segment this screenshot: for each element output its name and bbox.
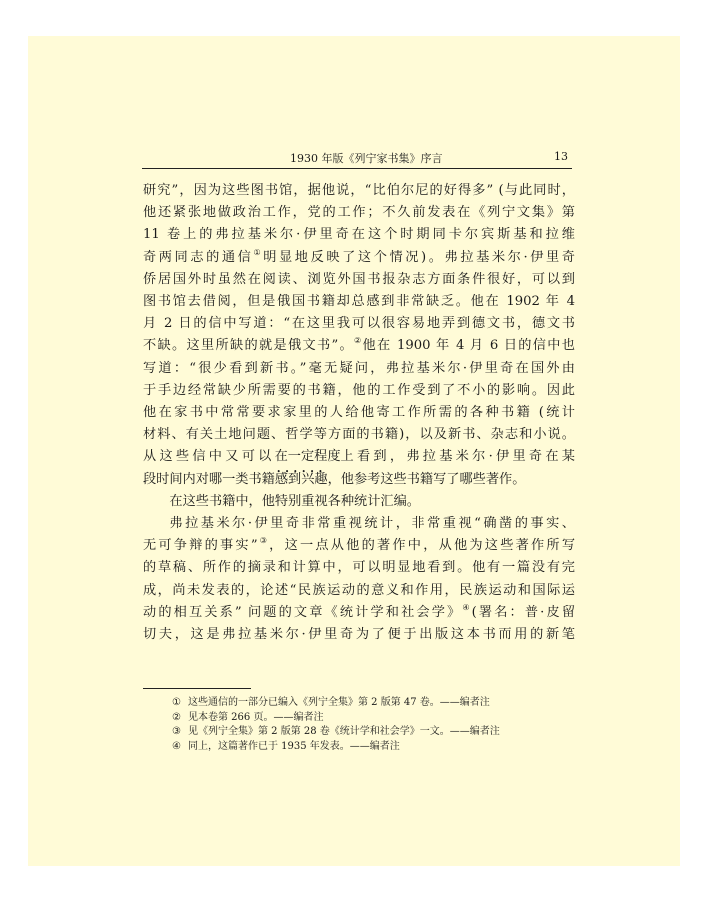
footnotes xyxy=(172,696,572,754)
footnote-item xyxy=(172,740,572,755)
footnote-marker: ④ xyxy=(172,740,181,752)
body-text xyxy=(143,180,575,646)
footnote-item xyxy=(172,696,572,711)
footnote-ref: ② xyxy=(354,336,363,346)
text-line: 图书馆去借阅，但是俄国书籍却总感到非常缺乏。他在 1902 年 4 xyxy=(143,294,575,310)
footnote-text: 同上，这篇著作已于 1935 年发表。——编者注 xyxy=(188,740,400,752)
text-line: 材料、有关土地问题、哲学等方面的书籍)，以及新书、杂志和小说。 xyxy=(143,427,575,443)
text-line xyxy=(143,247,575,269)
text-line: 段时间内对哪一类书籍感到兴趣，他参考这些书籍写了哪些著作。 xyxy=(143,471,526,487)
text-line: 研究”，因为这些图书馆，据他说，“比伯尔尼的好得多” (与此同时， xyxy=(143,183,575,198)
text-line: 于手边经常缺少所需要的书籍，他的工作受到了不小的影响。因此 xyxy=(143,382,575,398)
paragraph-line: 弗拉基米尔·伊里奇非常重视统计，非常重视“确凿的事实、 xyxy=(169,516,575,532)
text-segment: 他在 1900 年 4 月 6 日的信中也 xyxy=(362,338,575,354)
footnote-ref: ④ xyxy=(462,602,472,612)
text-segment: (署名：普·皮留 xyxy=(471,604,576,620)
text-segment: 从这些信中又可以 xyxy=(143,449,275,465)
text-line: 11 卷上的弗拉基米尔·伊里奇在这个时期同卡尔宾斯基和拉维 xyxy=(143,227,575,243)
text-line: 写道：“很少看到新书。”毫无疑问，弗拉基米尔·伊里奇在国外由 xyxy=(143,360,575,376)
footnote-marker: ① xyxy=(172,697,181,708)
footnote-marker: ② xyxy=(172,711,181,723)
footnote-item xyxy=(172,725,572,740)
text-segment: 看到，弗拉基米尔·伊里奇在某 xyxy=(353,449,575,465)
page-number: 13 xyxy=(554,150,568,163)
header-title: 1930 年版《列宁家书集》序言 xyxy=(290,152,443,165)
text-line: 他还紧张地做政治工作，党的工作；不久前发表在《列宁文集》第 xyxy=(143,205,575,221)
paragraph-line: 在这些书籍中，他特别重视各种统计汇编。 xyxy=(169,493,420,509)
footnote-ref: ③ xyxy=(257,536,270,546)
text-line xyxy=(143,602,575,624)
text-line xyxy=(143,535,575,557)
footnote-text: 这些通信的一部分已编入《列宁全集》第 2 版第 47 卷。——编者注 xyxy=(188,697,490,708)
footnote-text: 见《列宁全集》第 2 版第 28 卷《统计学和社会学》一文。——编者注 xyxy=(188,726,500,737)
footnote-marker: ③ xyxy=(172,726,181,737)
text-line: 他在家书中常常要求家里的人给他寄工作所需的各种书籍 (统计 xyxy=(143,405,575,421)
footnote-ref: ① xyxy=(253,247,264,257)
emphasis-dotted: 在一定程度上 • • • xyxy=(275,446,354,468)
footnote-divider xyxy=(143,688,251,689)
text-segment: 奇两同志的通信 xyxy=(143,249,254,265)
footnote-item xyxy=(172,711,572,726)
text-line: 切夫，这是弗拉基米尔·伊里奇为了便于出版这本书而用的新笔 xyxy=(143,627,575,643)
text-segment: 动的相互关系” 问题的文章《统计学和社会学》 xyxy=(143,604,463,620)
text-line: 月 2 日的信中写道：“在这里我可以很容易地弄到德文书，德文书 xyxy=(143,316,575,332)
text-segment: 明显地反映了这个情况)。弗拉基米尔·伊里奇 xyxy=(263,249,575,265)
running-header xyxy=(142,148,572,169)
text-line: 成，尚未发表的，论述“民族运动的意义和作用，民族运动和国际运 xyxy=(143,582,575,598)
footnote-text: 见本卷第 266 页。——编者注 xyxy=(188,711,324,723)
text-segment: 无可争辩的事实” xyxy=(143,538,258,554)
text-line: 侨居国外时虽然在阅读、浏览外国书报杂志方面条件很好，可以到 xyxy=(143,271,575,287)
text-segment: 不缺。这里所缺的就是俄文书”。 xyxy=(143,338,354,354)
text-line: 的草稿、所作的摘录和计算中，可以明显地看到。他有一篇没有完 xyxy=(143,560,575,576)
text-line xyxy=(143,335,575,357)
text-line xyxy=(143,446,575,468)
text-segment: ，这一点从他的著作中，从他为这些著作所写 xyxy=(269,538,576,554)
